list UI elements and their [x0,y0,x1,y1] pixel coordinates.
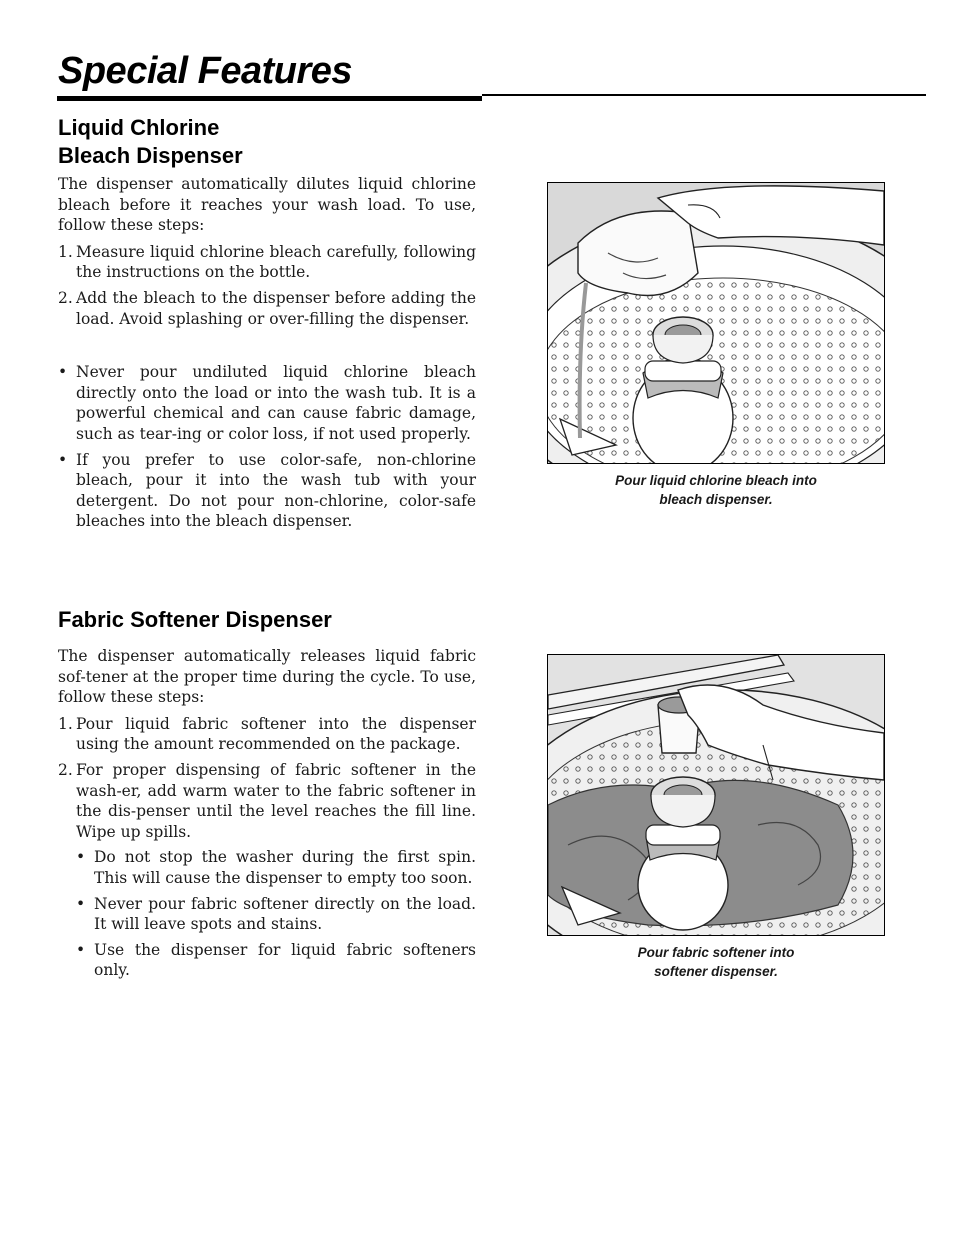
pour-softener-illustration [547,654,885,936]
title-rule-thin [482,94,926,96]
list-item: 2. For proper dispensing of fabric softener in the wash-er, add warm water to the fabric softener in the dis-penser until the level reaches the fill line. Wipe up spills. • Do not stop the washer during the first spin. This will cause the dispenser to empty too soon. • Never pour fabric softener directly on the load. It will leave spots and stains. • Use the dispenser for liquid fabric softeners only. [58,760,476,980]
list-item: • If you prefer to use color-safe, non-chlorine bleach, pour it into the wash tub with your detergent. Do not pour non-chlorine, color-safe bleaches into the bleach dispenser. [58,450,476,531]
softener-caption [547,943,885,981]
softener-caption-line-2: softener dispenser. [654,964,778,979]
list-item: • Use the dispenser for liquid fabric softeners only. [76,940,476,980]
bleach-notes [58,362,476,532]
title-rule-thick [57,96,482,101]
bleach-intro: The dispenser automatically dilutes liquid chlorine bleach before it reaches your wash load. To use, follow these steps: [58,175,476,235]
bleach-text [58,174,476,537]
list-item: • Do not stop the washer during the first spin. This will cause the dispenser to empty too soon. [76,848,476,887]
bleach-caption-line-2: bleach dispenser. [659,492,773,507]
bleach-heading [58,114,243,170]
softener-text [58,646,476,986]
page-title: Special Features [58,50,353,92]
list-item: 1. Pour liquid fabric softener into the dispenser using the amount recommended on the package. [58,714,476,754]
softener-heading: Fabric Softener Dispenser [58,607,332,632]
bleach-heading-line-1: Liquid Chlorine [58,115,220,140]
softener-sub-bullets [76,847,476,981]
pour-bleach-illustration [547,182,885,464]
bleach-steps [58,242,476,329]
bleach-caption [547,471,885,509]
softener-steps [58,714,476,981]
list-item: 1. Measure liquid chlorine bleach carefully, following the instructions on the bottle. [58,242,476,282]
softener-caption-line-1: Pour fabric softener into [637,945,795,960]
list-item: 2. Add the bleach to the dispenser before adding the load. Avoid splashing or over-filling the dispenser. [58,288,476,328]
bleach-caption-line-1: Pour liquid chlorine bleach into [615,473,817,488]
bleach-heading-line-2: Bleach Dispenser [58,143,243,168]
softener-intro: The dispenser automatically releases liquid fabric sof-tener at the proper time during the cycle. To use, follow these steps: [58,647,476,707]
list-item: • Never pour fabric softener directly on the load. It will leave spots and stains. [76,894,476,934]
list-item: • Never pour undiluted liquid chlorine bleach directly onto the load or into the wash tub. It is a powerful chemical and can cause fabric damage, such as tear-ing or color loss, if not used properly. [58,363,476,443]
